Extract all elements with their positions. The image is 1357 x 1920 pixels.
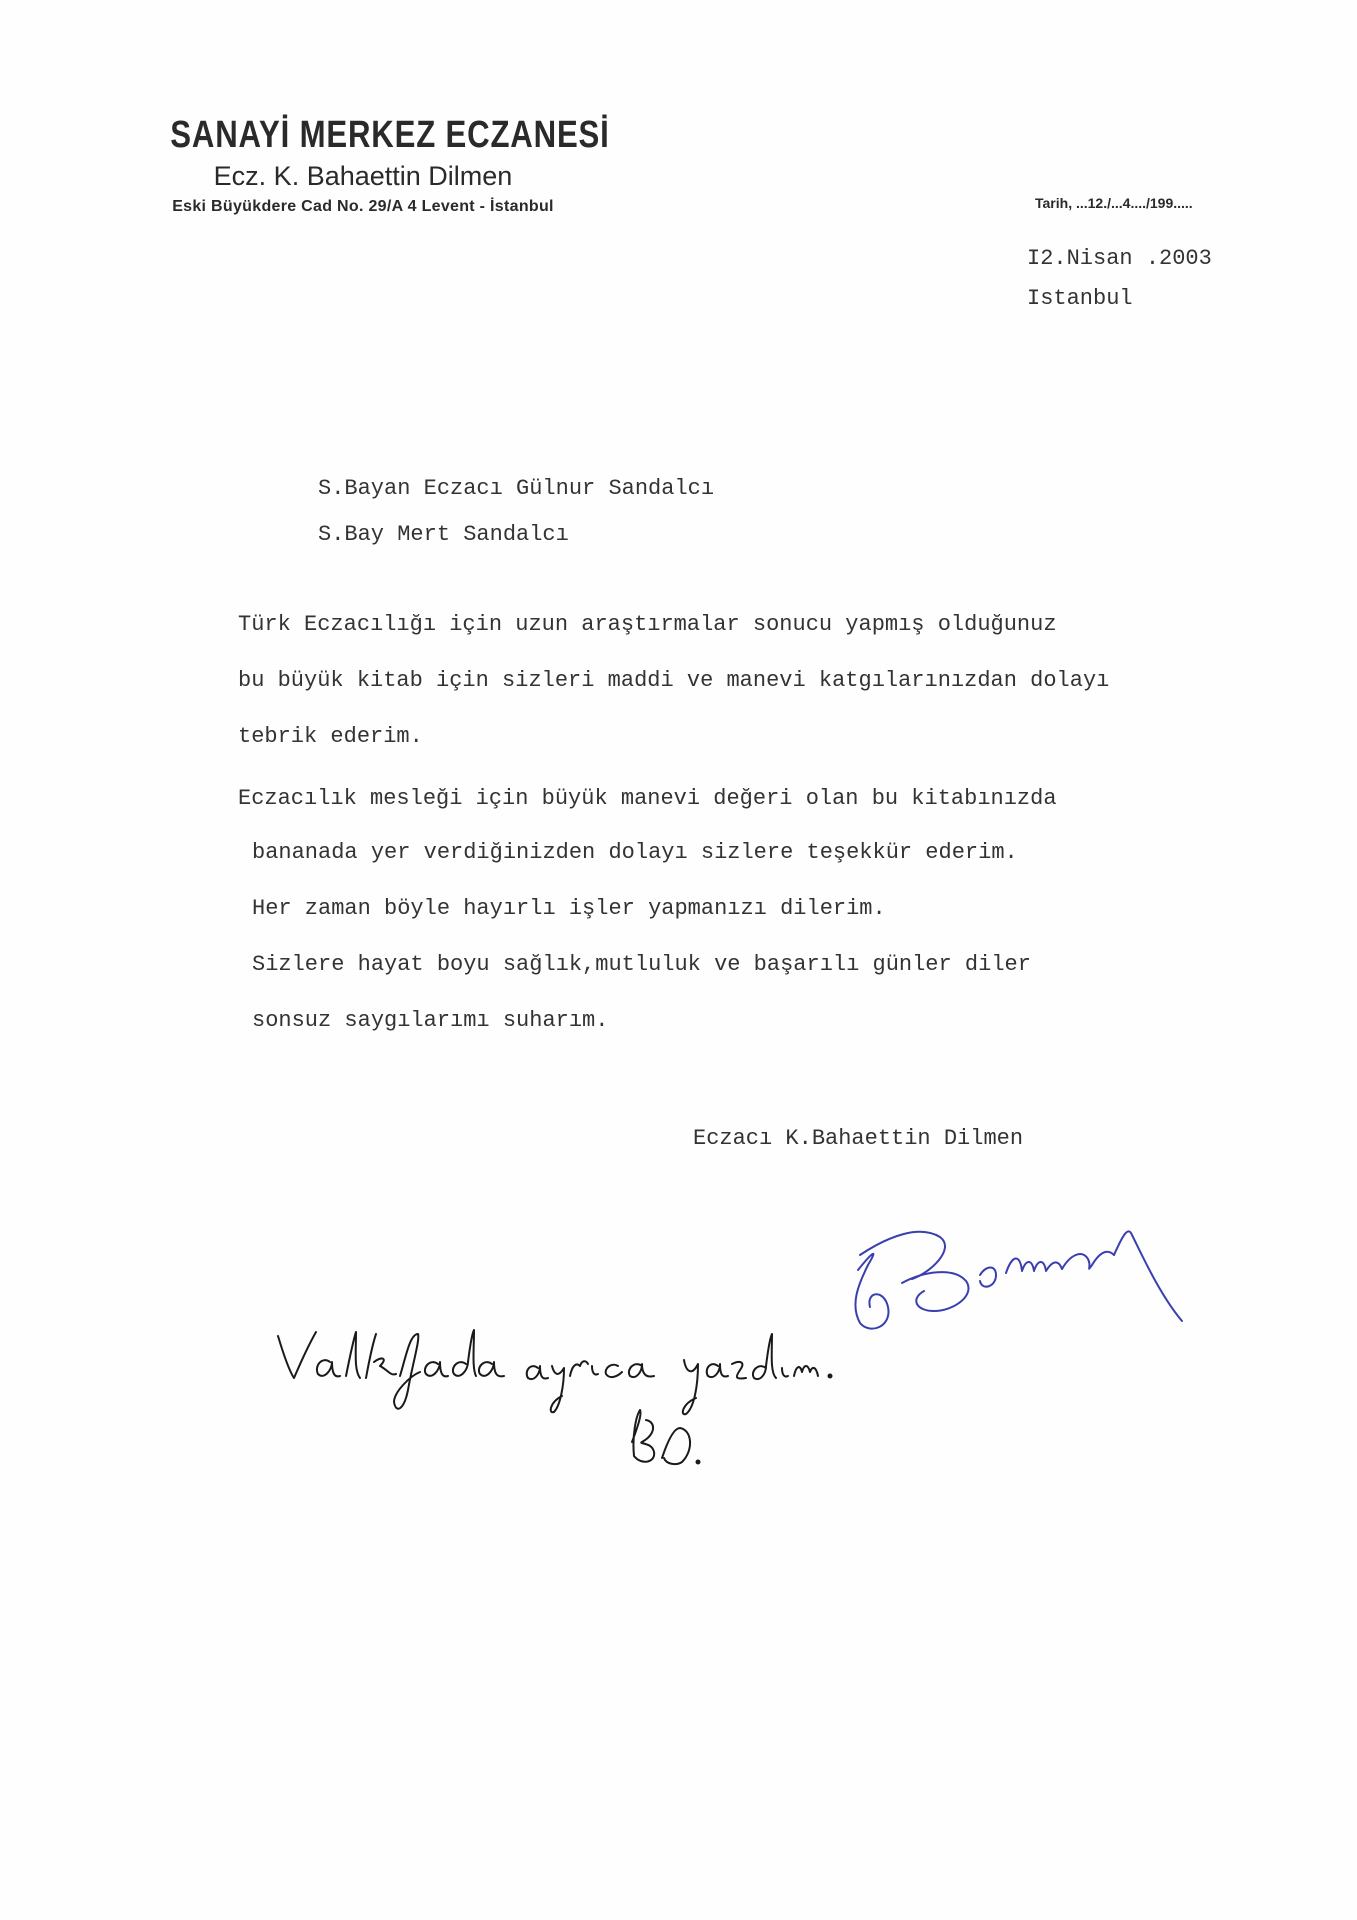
printed-date-field: Tarih, ...12./...4..../199..... (1035, 195, 1193, 211)
recipient-line: S.Bayan Eczacı Gülnur Sandalcı (318, 476, 715, 501)
body-line: Eczacılık mesleği için büyük manevi değeri olan bu kitabınızda (238, 786, 1057, 811)
body-line: bananada yer verdiğinizden dolayı sizlere teşekkür ederim. (252, 840, 1018, 865)
body-line: sonsuz saygılarımı suharım. (252, 1008, 609, 1033)
typed-date: I2.Nisan .2003 (1027, 246, 1212, 271)
body-line: Sizlere hayat boyu sağlık,mutluluk ve başarılı günler diler (252, 952, 1031, 977)
closing-signature-name: Eczacı K.Bahaettin Dilmen (693, 1126, 1024, 1151)
body-line: Türk Eczacılığı için uzun araştırmalar sonucu yapmış olduğunuz (238, 612, 1057, 637)
letterhead (128, 112, 610, 218)
body-line: Her zaman böyle hayırlı işler yapmanızı dilerim. (252, 896, 886, 921)
recipient-line: S.Bay Mert Sandalcı (318, 522, 569, 547)
handwritten-note (270, 1316, 850, 1486)
signature-scribble (830, 1215, 1200, 1355)
body-line: tebrik ederim. (238, 724, 423, 749)
letterhead-address: Eski Büyükdere Cad No. 29/A 4 Levent - İstanbul (172, 198, 554, 215)
letterhead-pharmacy-name: SANAYİ MERKEZ ECZANESİ (170, 114, 610, 156)
body-line: bu büyük kitab için sizleri maddi ve manevi katgılarınızdan dolayı (238, 668, 1110, 693)
letterhead-owner: Ecz. K. Bahaettin Dilmen (213, 161, 513, 191)
typed-city: Istanbul (1027, 286, 1133, 311)
